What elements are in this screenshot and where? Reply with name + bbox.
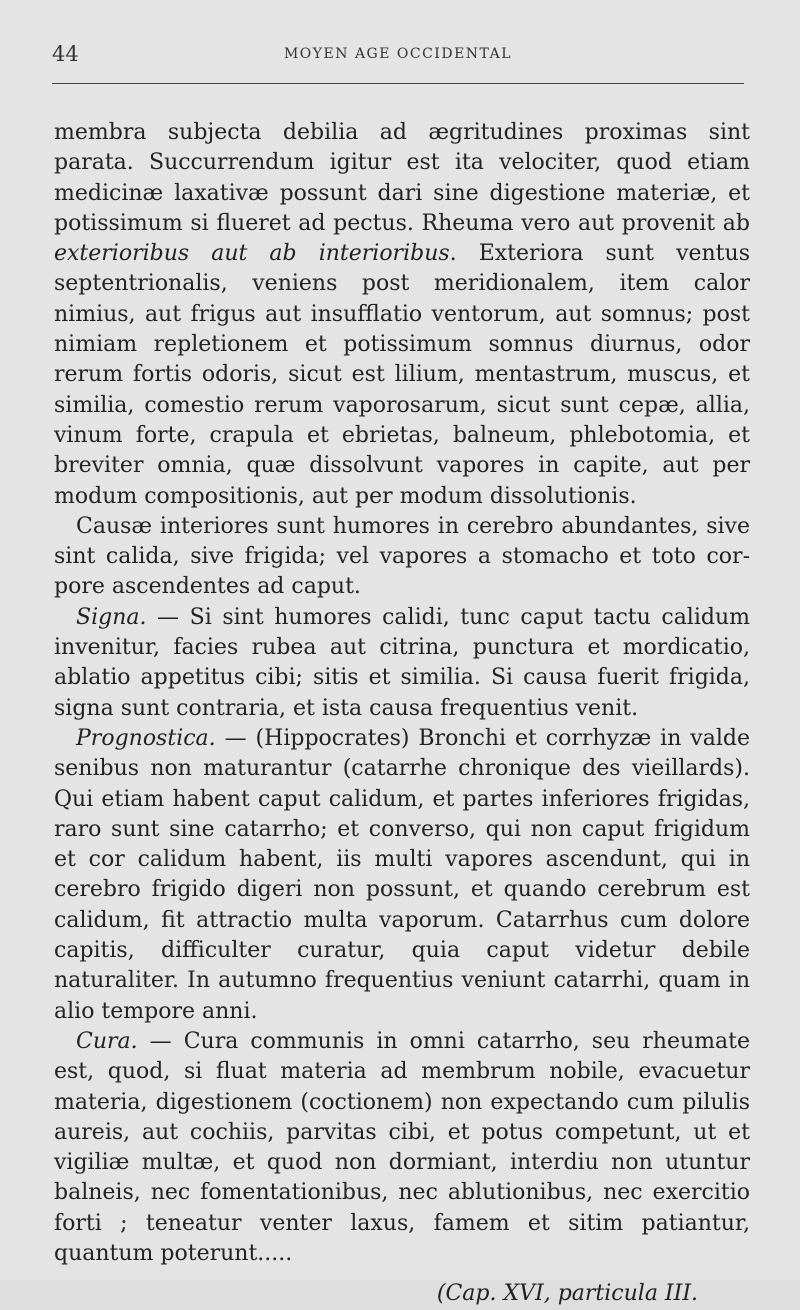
text-segment: . Exteriora sunt ventus septentrionalis, veniens post meridionalem, item calor nimius, aut frigus aut insufflatio ventorum, aut somnus; post nimiam repletionem et potissimum somnus diurnus, odor rerum fortis odoris, sicut est lilium, mentastrum, muscus, et similia, comestio rerum vaporosarum, sicut sunt cepæ, allia, vinum forte, crapula et ebrietas, balneum, phlebotomia, et breviter omnia, quæ dissolvunt vapores in capite, aut per modum compositionis, aut per modum dissolutionis. (54, 241, 750, 509)
source-citation: (Cap. XVI, particula III. (436, 1281, 698, 1307)
paragraph-prognostica (54, 724, 750, 1027)
running-head: MOYEN AGE OCCIDENTAL (283, 46, 513, 62)
page-body (54, 118, 750, 1310)
text-segment: — Cura communis in omni catarrho, seu rheumate est, quod, si fluat materia ad membrum nobile, evacuetur materia, digestionem (coctionem) non expectando cum pilulis aureis, aut cochiis, parvitas cibi, et potus competunt, ut et vigiliæ multæ, et quod non dormiant, interdiu non utuntur balneis, nec fomentationibus, nec ablutionibus, nec exercitio forti ; teneatur venter laxus, famem et sitim patiantur, quantum poterunt..... (54, 1028, 750, 1266)
section-lead: Cura. (76, 1028, 138, 1054)
paragraph (54, 118, 750, 512)
page-header (52, 38, 744, 78)
header-rule (52, 83, 744, 84)
page-number: 44 (52, 42, 79, 66)
text-segment: — (Hippocrates) Bronchi et corrhyzæ in valde senibus non maturantur (catarrhe chronique des vieillards). Qui etiam habent caput calidum, et partes inferiores frigidas, raro sunt sine catarrho; et converso, qui non caput frigidum et cor calidum habent, iis multi vapores ascendunt, qui in cerebro frigido digeri non possunt, et quando cerebrum est calidum, fit attractio multa vaporum. Catarrhus cum dolore capitis, difficulter curatur, quia caput videtur debile naturaliter. In autumno frequentius veniunt catarrhi, quam in alio tempore anni. (54, 725, 750, 1024)
text-segment: — Si sint humores calidi, tunc caput tactu calidum invenitur, facies rubea aut citrina, punctura et mordicatio, ablatio appetitus cibi; sitis et similia. Si causa fuerit frigida, signa sunt contraria, et ista causa frequentius venit. (54, 604, 750, 721)
paragraph-cura (54, 1027, 750, 1269)
paragraph (54, 512, 750, 603)
paragraph-signa (54, 603, 750, 724)
section-lead: Signa. (76, 604, 147, 630)
section-lead: Prognostica. (76, 725, 216, 751)
text-segment: Causæ interiores sunt humores in cerebro abundantes, sive sint calida, sive frigida; vel vapores a stomacho et toto corpore ascendentes ad caput. (54, 513, 750, 600)
text-segment-italic: exterioribus aut ab interioribus (54, 241, 450, 267)
text-segment: membra subjecta debilia ad ægritudines proximas sint parata. Succurrendum igitur est ita velociter, quod etiam medicinæ laxativæ possunt dari sine digestione materiæ, et potissimum si flueret ad pectus. Rheuma vero aut provenit ab (54, 120, 750, 236)
